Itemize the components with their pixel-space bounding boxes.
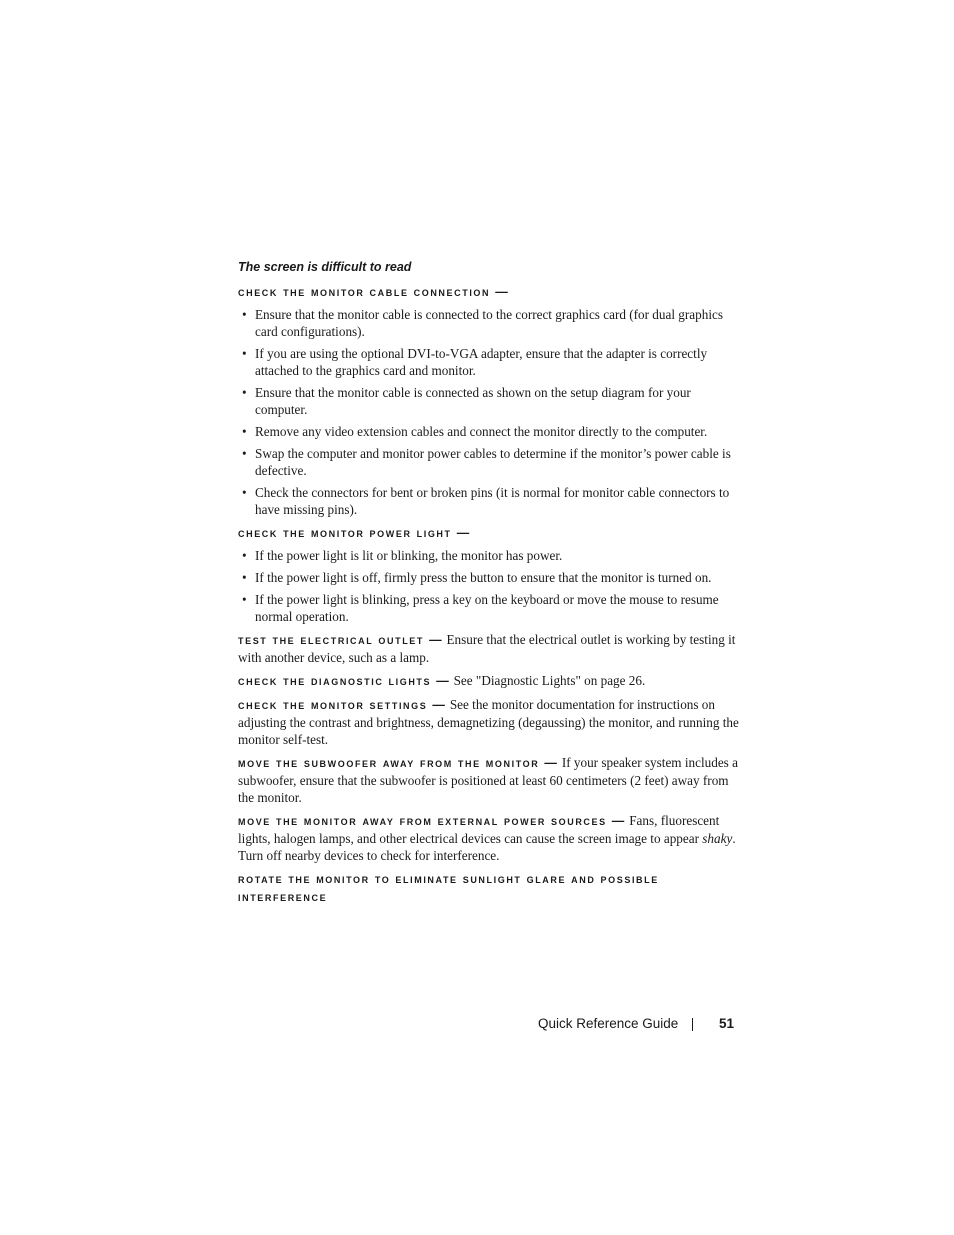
subwoofer-text: If your speaker system includes a subwoofer, ensure that the subwoofer is positioned at least 60 centimeters (2 feet) away from the monitor.: [238, 755, 738, 805]
cable-heading: check the monitor cable connection —: [238, 285, 510, 299]
list-item: • Remove any video extension cables and connect the monitor directly to the computer.: [238, 423, 740, 440]
diagnostic-paragraph: [238, 672, 740, 690]
settings-paragraph: [238, 696, 740, 748]
power-sources-heading: move the monitor away from external power sources —: [238, 814, 626, 828]
power-light-heading-block: [238, 524, 740, 542]
list-item: • Swap the computer and monitor power cables to determine if the monitor’s power cable is defective.: [238, 445, 740, 479]
page-content: [238, 259, 740, 912]
list-item: • Ensure that the monitor cable is connected to the correct graphics card (for dual graphics card configurations).: [238, 306, 740, 340]
page-number: 51: [718, 1016, 734, 1031]
power-light-bullet-list: [238, 547, 740, 625]
outlet-text: Ensure that the electrical outlet is working by testing it with another device, such as a lamp.: [238, 632, 736, 665]
power-light-heading: check the monitor power light —: [238, 526, 471, 540]
outlet-heading: test the electrical outlet —: [238, 633, 444, 647]
subwoofer-heading: move the subwoofer away from the monitor —: [238, 756, 559, 770]
power-sources-term: shaky: [702, 831, 733, 846]
rotate-paragraph: [238, 870, 740, 906]
rotate-heading: rotate the monitor to eliminate sunlight glare and possible interference: [238, 872, 659, 904]
list-item: • Ensure that the monitor cable is connected as shown on the setup diagram for your computer.: [238, 384, 740, 418]
footer-guide-title: Quick Reference Guide: [538, 1016, 679, 1031]
power-sources-text-before: Fans, fluorescent lights, halogen lamps, and other electrical devices can cause the screen image to appear: [238, 813, 720, 846]
power-sources-text-after: . Turn off nearby devices to check for interference.: [238, 831, 736, 863]
cable-bullet-list: [238, 306, 740, 518]
list-item: • Check the connectors for bent or broken pins (it is normal for monitor cable connectors to have missing pins).: [238, 484, 740, 518]
settings-heading: check the monitor settings —: [238, 698, 447, 712]
list-item: • If the power light is blinking, press a key on the keyboard or move the mouse to resume normal operation.: [238, 591, 740, 625]
list-item: • If the power light is lit or blinking, the monitor has power.: [238, 547, 740, 564]
list-item: • If you are using the optional DVI-to-VGA adapter, ensure that the adapter is correctly attached to the graphics card and monitor.: [238, 345, 740, 379]
section-title: The screen is difficult to read: [238, 260, 412, 274]
diagnostic-heading: check the diagnostic lights —: [238, 674, 451, 688]
power-sources-paragraph: [238, 812, 740, 864]
outlet-paragraph: [238, 631, 740, 666]
settings-text: See the monitor documentation for instructions on adjusting the contrast and brightness, demagnetizing (degaussing) the monitor, and running the monitor self-test.: [238, 697, 739, 747]
subwoofer-paragraph: [238, 754, 740, 806]
diagnostic-text: See "Diagnostic Lights" on page 26.: [450, 673, 646, 688]
list-item: • If the power light is off, firmly press the button to ensure that the monitor is turned on.: [238, 569, 740, 586]
cable-heading-block: [238, 283, 740, 301]
footer-separator: [692, 1018, 693, 1031]
